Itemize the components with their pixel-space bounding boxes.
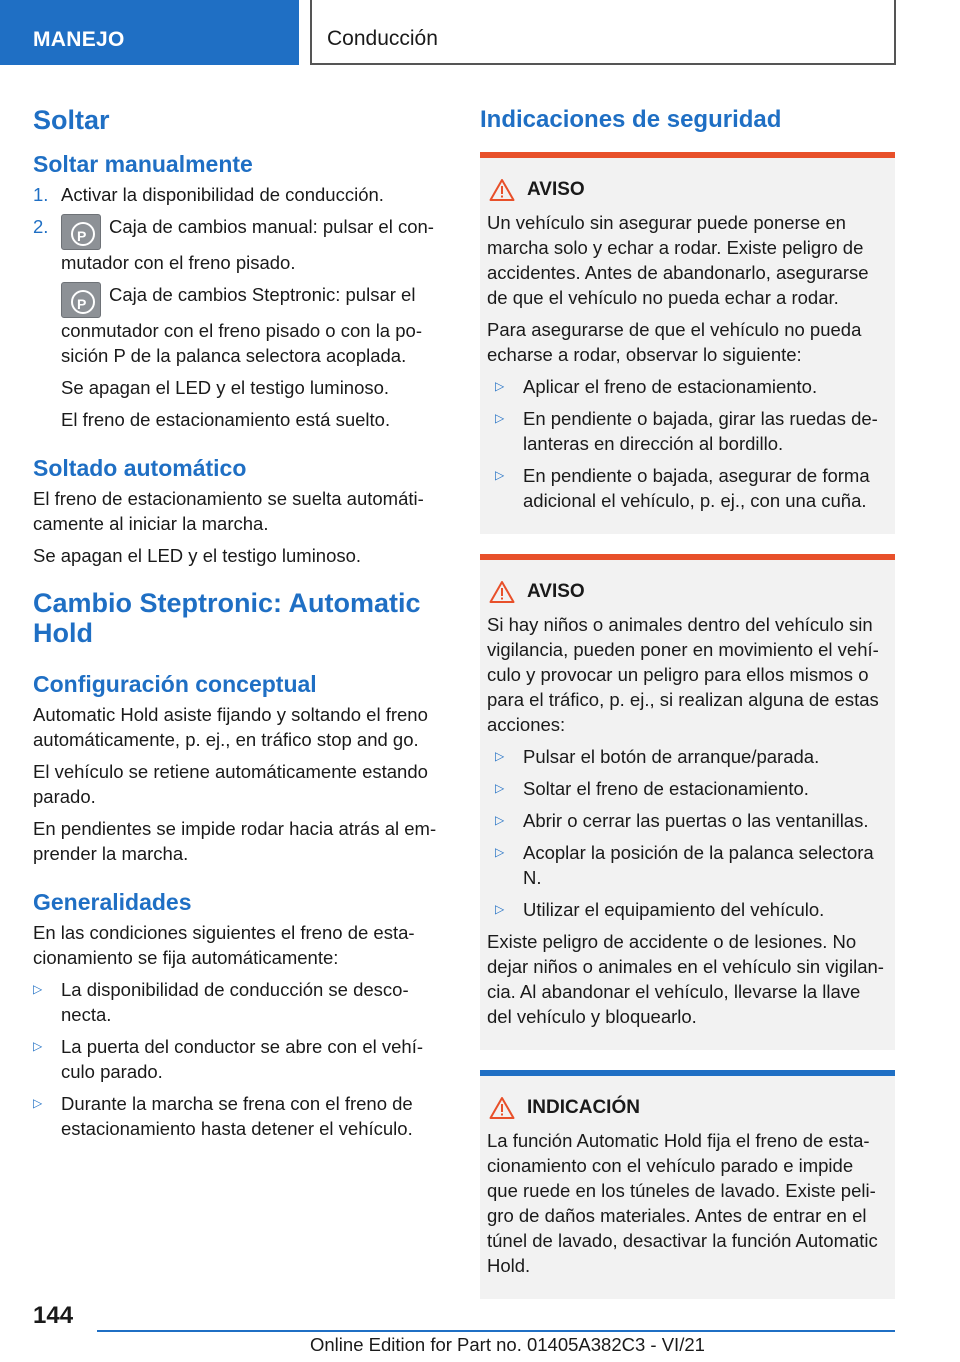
triangle-bullet-icon: ▷ — [495, 781, 505, 795]
step-number: 1. — [33, 184, 49, 205]
warning-label: AVISO — [527, 179, 585, 200]
triangle-bullet-icon: ▷ — [495, 411, 505, 425]
warning-box-1 — [480, 152, 895, 534]
parking-brake-button-icon — [61, 214, 101, 250]
parking-brake-button-icon — [61, 282, 101, 318]
concept-text-3: En pendientes se impide rodar hacia atrás al em‐ prender la marcha. — [33, 818, 437, 864]
auto-release-text: El freno de estacionamiento se suelta automáti‐ camente al iniciar la marcha. — [33, 488, 424, 534]
list-item: ▷ En pendiente o bajada, girar las ruedas de‐ lanteras en dirección al bordillo. — [495, 408, 878, 454]
note-text: La función Automatic Hold fija el freno de esta‐ cionamiento con el vehículo parado e impide que ruede en los túneles de lavado. Existe peli‐ gro de daños materiales. Antes de entrar en el túnel de lavado, desactivar la función Automatic Hold. — [487, 1130, 878, 1276]
auto-release-led-text: Se apagan el LED y el testigo luminoso. — [33, 545, 362, 566]
triangle-bullet-icon: ▷ — [495, 813, 505, 827]
warning-text: Para asegurarse de que el vehículo no pueda echarse a rodar, observar lo siguiente: — [487, 319, 862, 365]
triangle-bullet-icon: ▷ — [33, 1096, 43, 1110]
automatic-hold-heading: Cambio Steptronic: Automatic Hold — [33, 588, 421, 648]
led-off-note: Se apagan el LED y el testigo luminoso. — [61, 377, 390, 398]
triangle-bullet-icon: ▷ — [33, 1039, 43, 1053]
list-item: ▷ En pendiente o bajada, asegurar de forma adicional el vehículo, p. ej., con una cuña. — [495, 465, 870, 511]
concept-heading: Configuración conceptual — [33, 671, 317, 697]
general-heading: Generalidades — [33, 889, 192, 915]
section-tab — [0, 0, 299, 65]
warning-triangle-icon — [489, 1096, 515, 1120]
left-column — [33, 100, 445, 1148]
manual-release-heading: Soltar manualmente — [33, 151, 253, 177]
right-column — [480, 100, 895, 1299]
list-item: ▷ La puerta del conductor se abre con el vehí‐ culo parado. — [33, 1036, 424, 1082]
list-item: ▷ Pulsar el botón de arranque/parada. — [495, 746, 820, 767]
step-2 — [33, 214, 445, 275]
brake-released-note: El freno de estacionamiento está suelto. — [61, 409, 391, 430]
steptronic-instruction — [33, 282, 445, 368]
soltar-heading: Soltar — [33, 105, 110, 135]
chapter-header — [310, 0, 896, 65]
warning-triangle-icon — [489, 580, 515, 604]
warning-triangle-icon — [489, 178, 515, 202]
step-1 — [33, 182, 445, 207]
edition-text: Online Edition for Part no. 01405A382C3 - VI/21 — [310, 1334, 705, 1355]
triangle-bullet-icon: ▷ — [495, 749, 505, 763]
note-box — [480, 1070, 895, 1299]
list-item: ▷ Acoplar la posición de la palanca selectora N. — [495, 842, 874, 888]
warning-text: Existe peligro de accidente o de lesiones. No dejar niños o animales en el vehículo sin vigilan‐ cia. Al abandonar el vehículo, llevarse la llave del vehículo y bloquearlo. — [487, 931, 884, 1027]
step-text: Activar la disponibilidad de conducción. — [61, 184, 384, 205]
concept-text-1: Automatic Hold asiste fijando y soltando el freno automáticamente, p. ej., en tráfico stop and go. — [33, 704, 428, 750]
triangle-bullet-icon: ▷ — [495, 468, 505, 482]
warning-label: AVISO — [527, 581, 585, 602]
triangle-bullet-icon: ▷ — [495, 902, 505, 916]
section-label: MANEJO — [33, 28, 125, 51]
triangle-bullet-icon: ▷ — [495, 379, 505, 393]
triangle-bullet-icon: ▷ — [33, 982, 43, 996]
auto-release-heading: Soltado automático — [33, 455, 247, 481]
safety-heading: Indicaciones de seguridad — [480, 106, 782, 133]
step-text: Caja de cambios Steptronic: pulsar el conmutador con el freno pisado o con la po‐ sición P de la palanca selectora acoplada. — [61, 284, 422, 366]
concept-text-2: El vehículo se retiene automáticamente estando parado. — [33, 761, 428, 807]
page-number: 144 — [33, 1302, 74, 1329]
warning-box-2 — [480, 554, 895, 1050]
step-text: Caja de cambios manual: pulsar el con‐ mutador con el freno pisado. — [61, 216, 434, 273]
list-item: ▷ Abrir o cerrar las puertas o las ventanillas. — [495, 810, 869, 831]
chapter-label: Conducción — [327, 27, 438, 50]
warning-text: Un vehículo sin asegurar puede ponerse en marcha solo y echar a rodar. Existe peligro de accidentes. Antes de abandonarlo, asegurarse de que el vehículo no pueda echar a rodar. — [487, 212, 869, 308]
list-item: ▷ Durante la marcha se frena con el freno de estacionamiento hasta detener el vehículo. — [33, 1093, 413, 1139]
general-text: En las condiciones siguientes el freno de esta‐ cionamiento se fija automáticamente: — [33, 922, 415, 968]
note-label: INDICACIÓN — [527, 1097, 640, 1118]
footer-divider — [97, 1330, 895, 1332]
list-item: ▷ La disponibilidad de conducción se desco‐ necta. — [33, 979, 409, 1025]
triangle-bullet-icon: ▷ — [495, 845, 505, 859]
list-item: ▷ Utilizar el equipamiento del vehículo. — [495, 899, 825, 920]
step-number: 2. — [33, 216, 49, 237]
list-item: ▷ Soltar el freno de estacionamiento. — [495, 778, 809, 799]
warning-text: Si hay niños o animales dentro del vehículo sin vigilancia, pueden poner en movimiento el vehí‐ culo y provocar un peligro para ellos mismos o para el tráfico, p. ej., si realizan alguna de estas acciones: — [487, 614, 879, 735]
list-item: ▷ Aplicar el freno de estacionamiento. — [495, 376, 818, 397]
